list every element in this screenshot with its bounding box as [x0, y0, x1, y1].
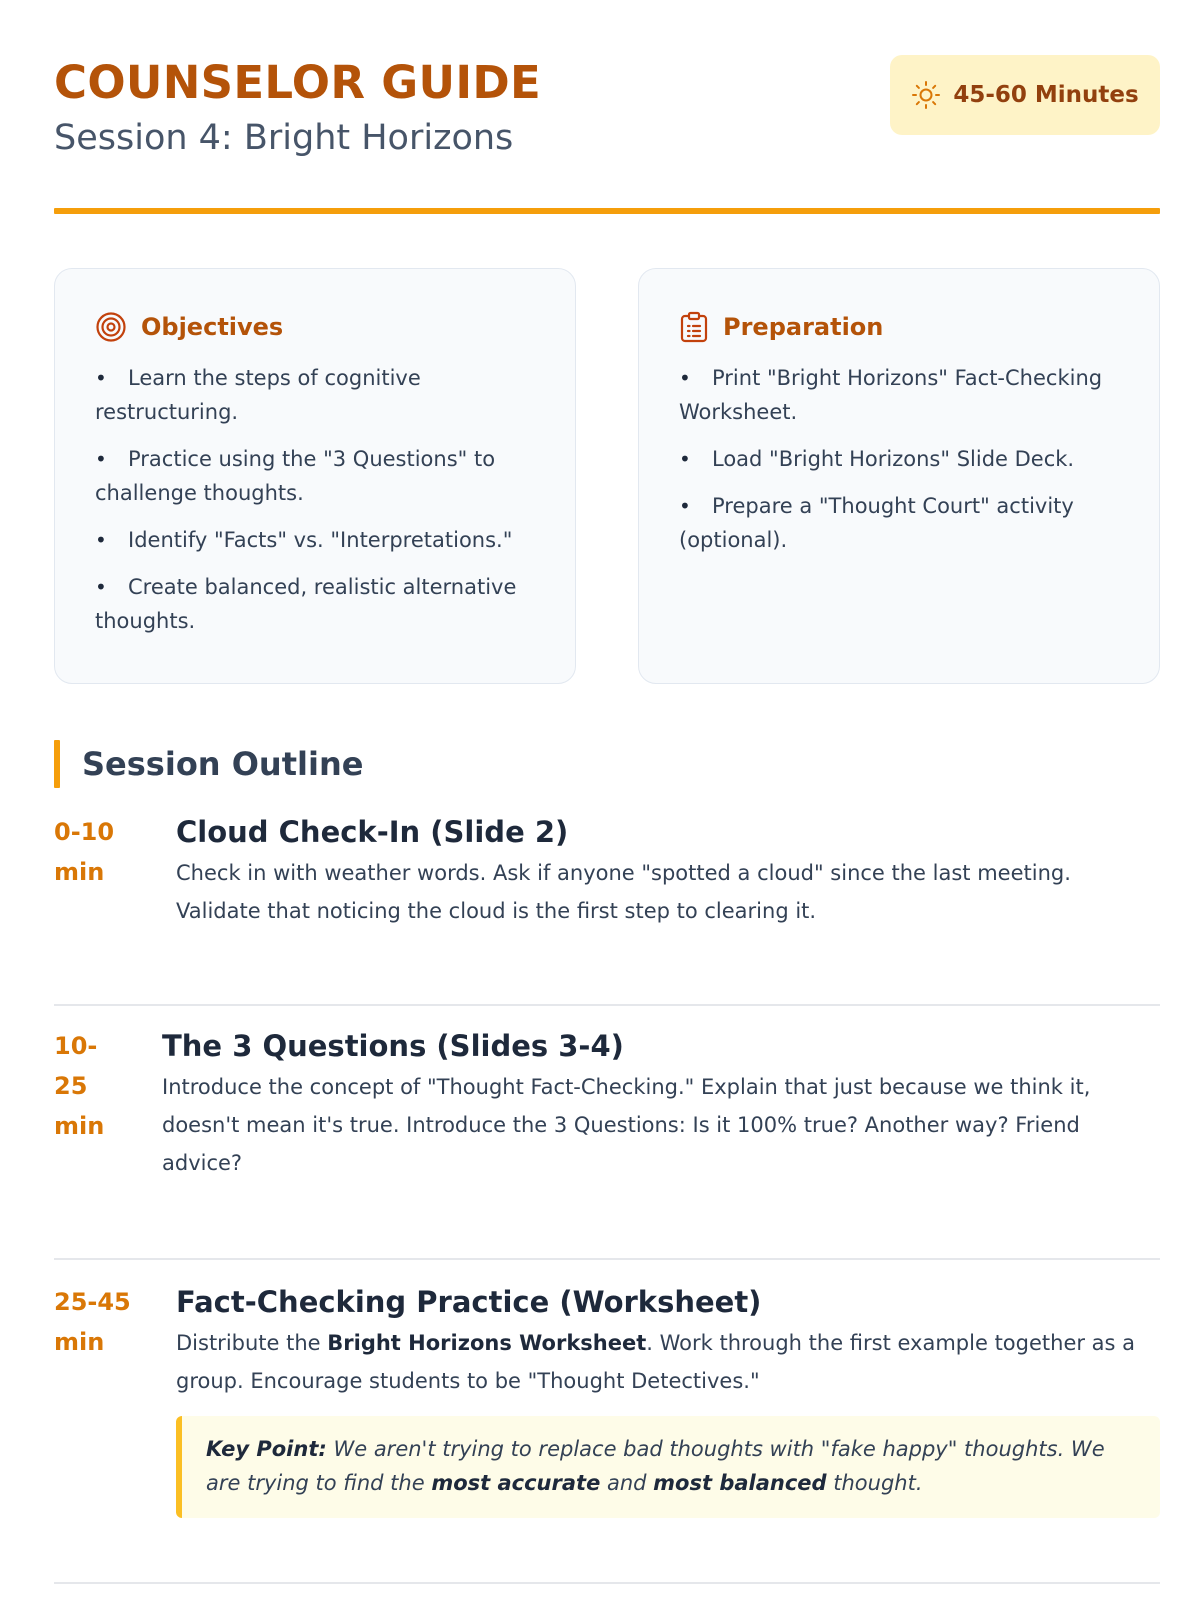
session-outline-heading	[54, 740, 363, 788]
session-title: Session 4: Bright Horizons	[54, 118, 514, 158]
outline-divider	[54, 1004, 1160, 1006]
list-item: • Learn the steps of cognitive restructuring.	[95, 366, 421, 424]
item-title: Cloud Check-In (Slide 2)	[176, 815, 569, 849]
list-item: • Create balanced, realistic alternative thoughts.	[95, 575, 517, 633]
target-icon	[95, 311, 127, 343]
outline-divider	[54, 1258, 1160, 1260]
preparation-header	[679, 307, 1119, 347]
item-body	[162, 1026, 1160, 1182]
header-divider	[54, 208, 1160, 214]
key-point-callout: Key Point: We aren't trying to replace bad thoughts with "fake happy" thoughts. We are trying to find the most accurate and most balanced thought.	[176, 1416, 1160, 1518]
preparation-title: Preparation	[723, 313, 884, 341]
list-item: • Load "Bright Horizons" Slide Deck.	[679, 447, 1075, 471]
key-point-label: Key Point:	[206, 1437, 327, 1461]
outline-title: Session Outline	[82, 745, 364, 783]
clipboard-icon	[679, 311, 709, 343]
item-time: 0-10 min	[54, 818, 115, 886]
item-title: The 3 Questions (Slides 3-4)	[162, 1029, 624, 1063]
list-item: • Print "Bright Horizons" Fact-Checking Worksheet.	[679, 366, 1103, 424]
item-description: Distribute the Bright Horizons Worksheet. Work through the first example together as a group. Encourage students to be "Thought Detectives."	[176, 1331, 1136, 1393]
objectives-title: Objectives	[141, 313, 284, 341]
item-time: 25-45 min	[54, 1288, 131, 1356]
list-item: • Prepare a "Thought Court" activity (optional).	[679, 494, 1074, 552]
list-item: • Identify "Facts" vs. "Interpretations."	[95, 528, 513, 552]
item-description: Check in with weather words. Ask if anyone "spotted a cloud" since the last meeting. Validate that noticing the cloud is the first step to clearing it.	[176, 861, 1071, 923]
sun-icon	[911, 80, 941, 110]
page-header	[54, 0, 1160, 214]
preparation-card	[638, 268, 1160, 684]
info-cards	[54, 268, 1160, 684]
objectives-card	[54, 268, 576, 684]
objectives-list	[95, 361, 535, 638]
list-item: • Practice using the "3 Questions" to challenge thoughts.	[95, 447, 496, 505]
worksheet-name: Bright Horizons Worksheet	[327, 1331, 647, 1355]
guide-title: COUNSELOR GUIDE	[54, 56, 542, 109]
duration-badge	[890, 55, 1160, 135]
outline-item-fact-checking-practice	[54, 1282, 1160, 1542]
heading-accent-bar	[54, 740, 60, 788]
item-description: Introduce the concept of "Thought Fact-Checking." Explain that just because we think it, doesn't mean it's true. Introduce the 3 Questions: Is it 100% true? Another way? Friend advice?	[162, 1075, 1091, 1175]
preparation-list	[679, 361, 1119, 557]
outline-item-cloud-check-in	[54, 812, 1160, 932]
item-title: Fact-Checking Practice (Worksheet)	[176, 1285, 762, 1319]
counselor-guide-page	[54, 0, 1160, 1495]
item-body	[176, 812, 1160, 930]
item-time: 10-25 min	[54, 1032, 105, 1140]
outline-divider	[54, 1582, 1160, 1584]
outline-item-three-questions	[54, 1026, 1160, 1186]
objectives-header	[95, 307, 535, 347]
duration-text: 45-60 Minutes	[953, 82, 1139, 108]
item-body	[176, 1282, 1160, 1518]
